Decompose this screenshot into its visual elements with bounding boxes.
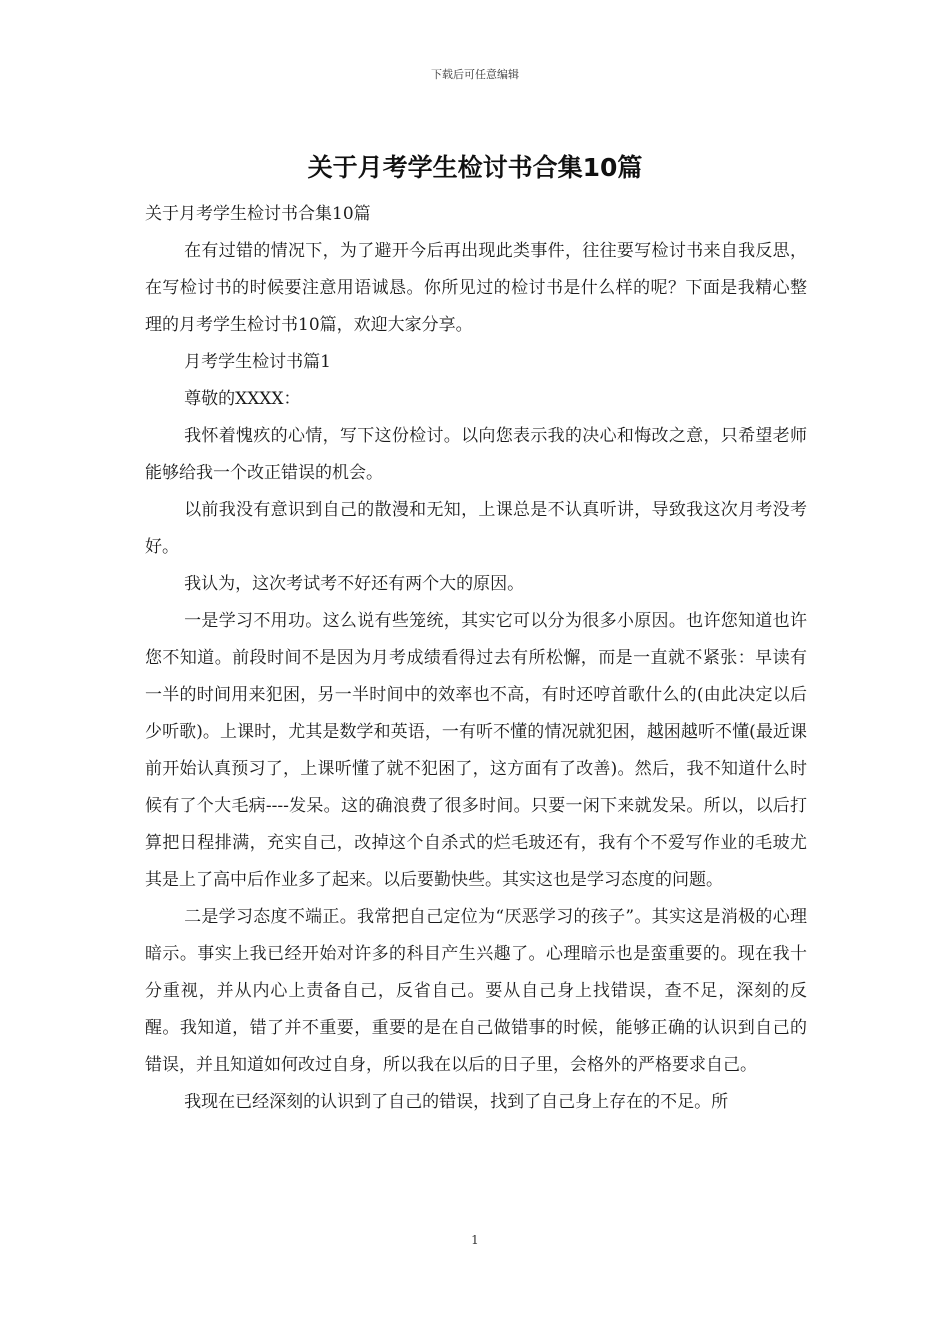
subtitle-line: 关于月考学生检讨书合集10篇 (145, 204, 371, 224)
intro-paragraph: 在有过错的情况下，为了避开今后再出现此类事件，往往要写检讨书来自我反思，在写检讨书的时候要注意用语诚恳。你所见过的检讨书是什么样的呢？下面是我精心整理的月考学生检讨书10篇，欢迎大家分享。 (145, 241, 807, 335)
salutation: 尊敬的XXXX： (184, 389, 301, 409)
body-paragraph: 我现在已经深刻的认识到了自己的错误，找到了自己身上存在的不足。所 (184, 1092, 729, 1112)
body-paragraph: 我认为，这次考试考不好还有两个大的原因。 (184, 574, 525, 594)
body-paragraph: 一是学习不用功。这么说有些笼统，其实它可以分为很多小原因。也许您知道也许您不知道。前段时间不是因为月考成绩看得过去有所松懈，而是一直就不紧张：早读有一半的时间用来犯困，另一半时间中的效率也不高，有时还哼首歌什么的(由此决定以后少听歌)。上课时，尤其是数学和英语，一有听不懂的情况就犯困，越困越听不懂(最近课前开始认真预习了，上课听懂了就不犯困了，这方面有了改善)。然后，我不知道什么时候有了个大毛病----发呆。这的确浪费了很多时间。只要一闲下来就发呆。所以，以后打算把日程排满，充实自己，改掉这个自杀式的烂毛玻还有，我有个不爱写作业的毛玻尤其是上了高中后作业多了起来。以后要勤快些。其实这也是学习态度的问题。 (145, 611, 807, 890)
document-body (145, 196, 807, 1121)
page-number: 1 (471, 1233, 479, 1247)
section-heading: 月考学生检讨书篇1 (184, 352, 331, 372)
header-note: 下载后可任意编辑 (431, 68, 519, 81)
body-paragraph: 以前我没有意识到自己的散漫和无知，上课总是不认真听讲，导致我这次月考没考好。 (145, 500, 807, 557)
document-title: 关于月考学生检讨书合集10篇 (307, 153, 643, 182)
body-paragraph: 我怀着愧疚的心情，写下这份检讨。以向您表示我的决心和悔改之意，只希望老师能够给我一个改正错误的机会。 (145, 426, 807, 483)
body-paragraph: 二是学习态度不端正。我常把自己定位为“厌恶学习的孩子”。其实这是消极的心理暗示。事实上我已经开始对许多的科目产生兴趣了。心理暗示也是蛮重要的。现在我十分重视，并从内心上责备自己，反省自己。要从自己身上找错误，查不足，深刻的反醒。我知道，错了并不重要，重要的是在自己做错事的时候，能够正确的认识到自己的错误，并且知道如何改过自身，所以我在以后的日子里，会格外的严格要求自己。 (145, 907, 807, 1075)
